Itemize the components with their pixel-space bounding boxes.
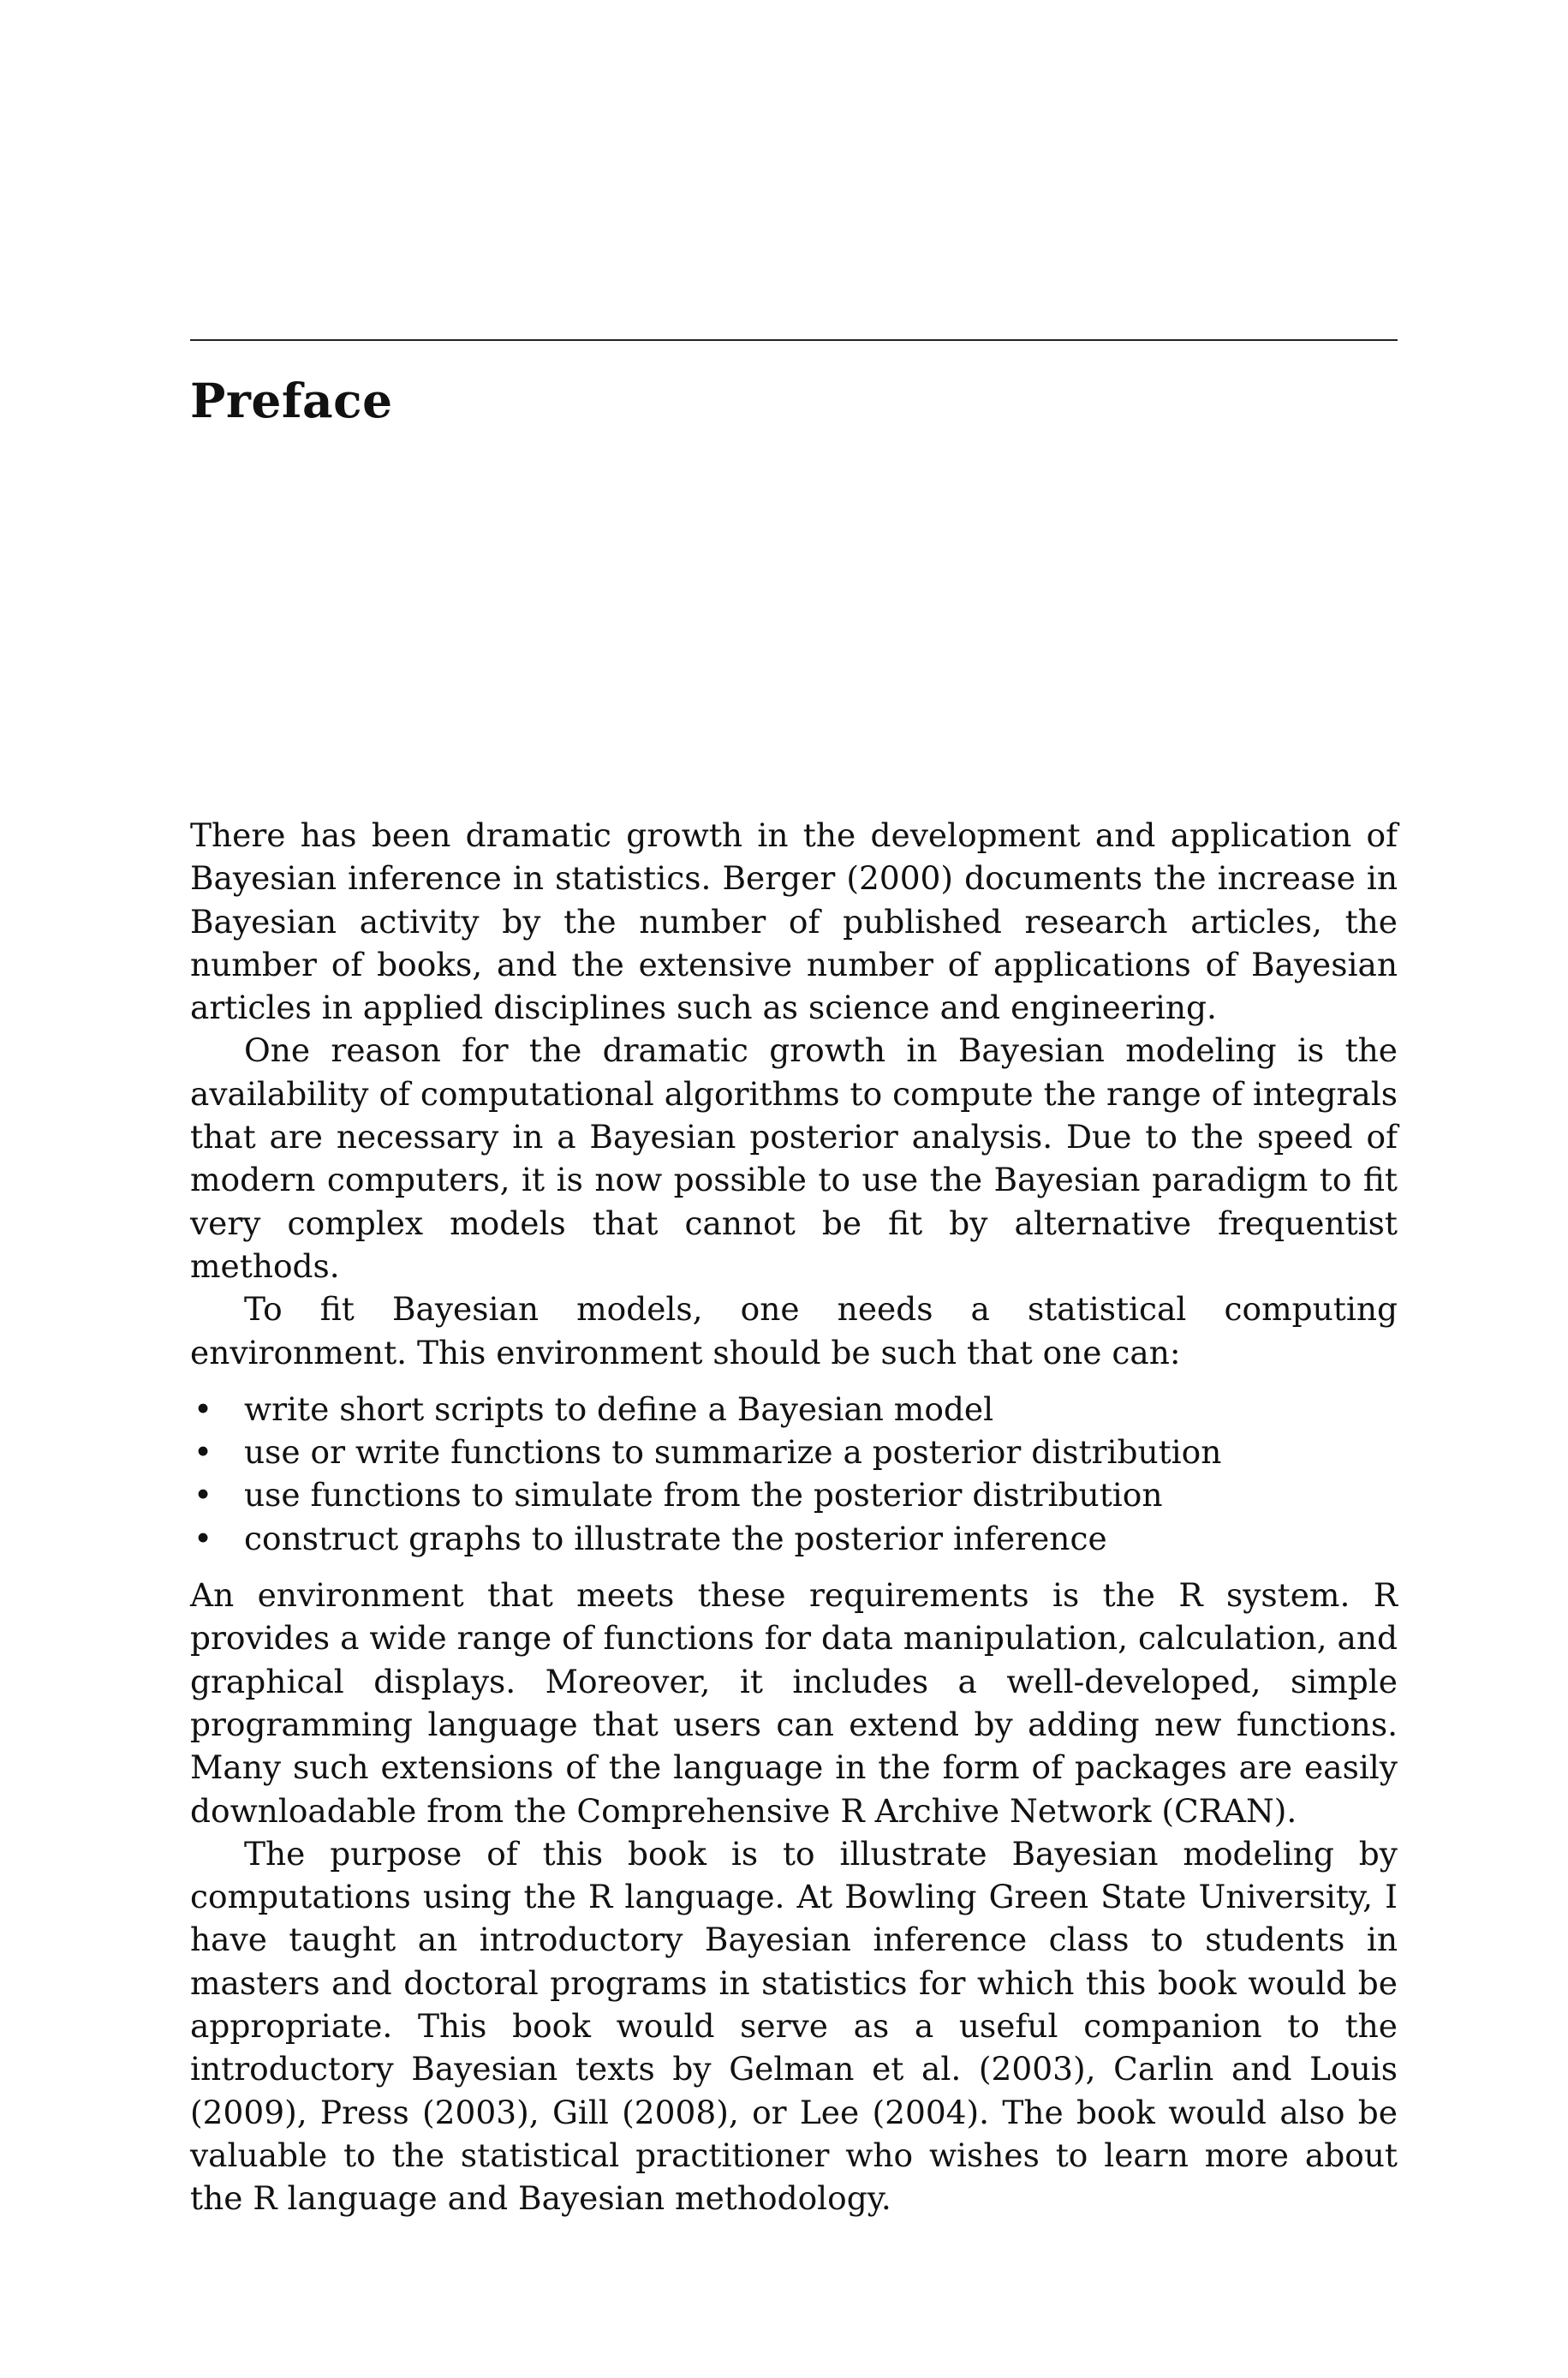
list-item bbox=[190, 1431, 1398, 1473]
bullet-icon: • bbox=[194, 1519, 213, 1557]
list-item bbox=[190, 1388, 1398, 1431]
bullet-icon: • bbox=[194, 1476, 213, 1515]
bullet-icon: • bbox=[194, 1433, 213, 1472]
list-item bbox=[190, 1517, 1398, 1560]
list-item-text: construct graphs to illustrate the posterior inference bbox=[244, 1519, 1107, 1557]
paragraph-5: The purpose of this book is to illustrate Bayesian modeling by computations using the R language. At Bowling Green State University, I have taught an introductory Bayesian inference class to students in masters and doctoral programs in statistics for which this book would be appropriate. This book would serve as a useful companion to the introductory Bayesian texts by Gelman et al. (2003), Carlin and Louis (2009), Press (2003), Gill (2008), or Lee (2004). The book would also be valuable to the statistical practitioner who wishes to learn more about the R language and Bayesian methodology. bbox=[190, 1834, 1398, 2218]
bullet-icon: • bbox=[194, 1389, 213, 1428]
list-item bbox=[190, 1473, 1398, 1516]
page-title: Preface bbox=[190, 373, 393, 428]
requirements-list bbox=[190, 1388, 1398, 1560]
list-item-text: use functions to simulate from the posterior distribution bbox=[244, 1476, 1163, 1515]
body-text bbox=[190, 814, 1398, 2220]
paragraph-1: There has been dramatic growth in the development and application of Bayesian inference in statistics. Berger (2000) documents the increase in Bayesian activity by the number of published research articles, the number of books, and the extensive number of applications of Bayesian articles in applied disciplines such as science and engineering. bbox=[190, 816, 1398, 1027]
list-item-text: use or write functions to summarize a posterior distribution bbox=[244, 1433, 1222, 1472]
paragraph-4: An environment that meets these requirements is the R system. R provides a wide range of functions for data manipulation, calculation, and graphical displays. Moreover, it includes a well-developed, simple programming language that users can extend by adding new functions. Many such extensions of the language in the form of packages are easily downloadable from the Comprehensive R Archive Network (CRAN). bbox=[190, 1576, 1398, 1830]
paragraph-2: One reason for the dramatic growth in Bayesian modeling is the availability of computational algorithms to compute the range of integrals that are necessary in a Bayesian posterior analysis. Due to the speed of modern computers, it is now possible to use the Bayesian paradigm to fit very complex models that cannot be fit by alternative frequentist methods. bbox=[190, 1031, 1398, 1285]
paragraph-3: To fit Bayesian models, one needs a statistical computing environment. This environment should be such that one can: bbox=[190, 1290, 1398, 1371]
list-item-text: write short scripts to define a Bayesian model bbox=[244, 1389, 994, 1428]
header-rule bbox=[190, 339, 1398, 341]
